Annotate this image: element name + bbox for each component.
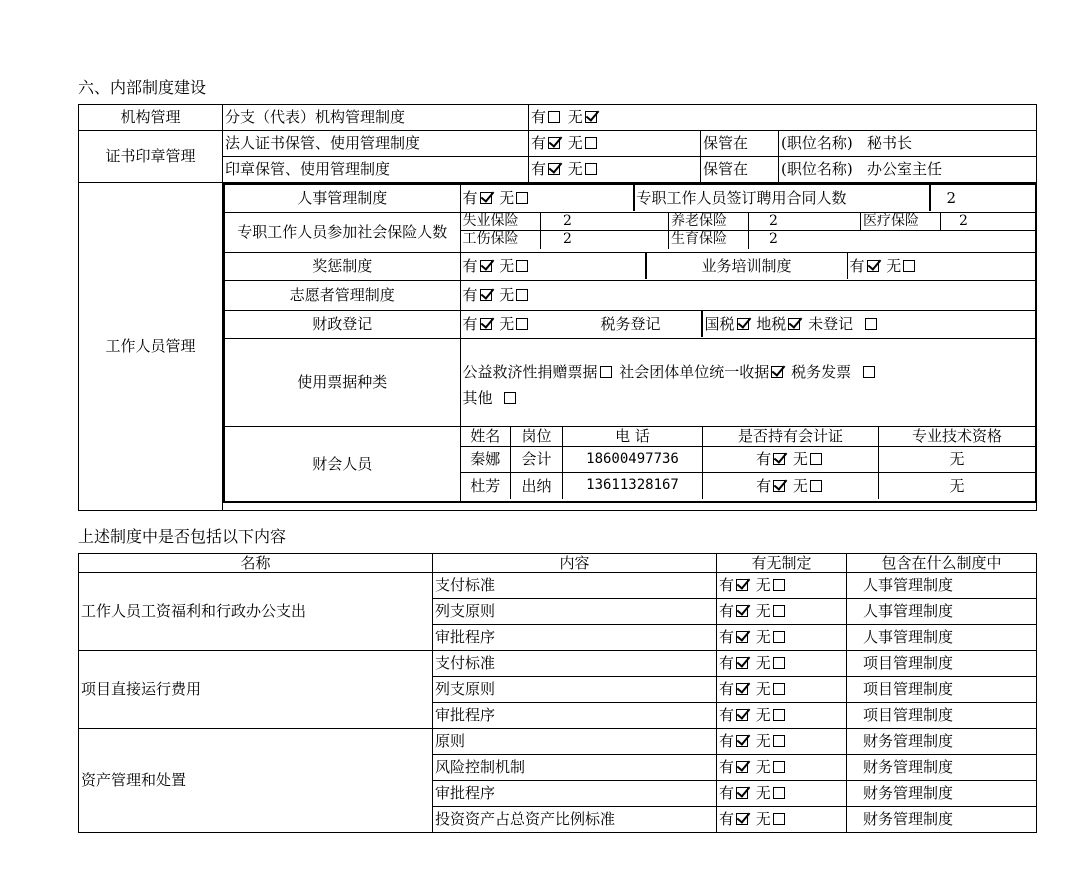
- system-cell: 人事管理制度: [847, 573, 1037, 599]
- has-label: 有: [756, 476, 772, 495]
- checkbox-has[interactable]: [548, 111, 560, 123]
- none-label: 无: [755, 576, 771, 595]
- reward-row: [460, 252, 1036, 280]
- insurance-count: 2: [749, 213, 861, 231]
- system-cell: 人事管理制度: [847, 625, 1037, 651]
- keeper-position: [779, 131, 1037, 157]
- choice-cell: [717, 729, 847, 755]
- checkbox-none[interactable]: [585, 111, 597, 123]
- insurance-name: 医疗保险: [861, 213, 941, 231]
- checkbox-none[interactable]: [516, 289, 528, 301]
- has-label: 有: [531, 160, 547, 179]
- contract-label: 专职工作人员签订聘用合同人数: [634, 185, 930, 211]
- checkbox-none[interactable]: [516, 318, 528, 330]
- has-label: 有: [719, 758, 735, 777]
- col-header: 有无制定: [717, 554, 847, 573]
- content-cell: 列支原则: [433, 677, 717, 703]
- content-check-table: [78, 553, 1036, 833]
- group-name: 工作人员工资福利和行政办公支出: [79, 573, 433, 651]
- has-label: 有: [719, 628, 735, 647]
- table-row: [79, 573, 1037, 599]
- has-label: 有: [719, 784, 735, 803]
- checkbox-has[interactable]: [736, 787, 748, 799]
- has-label: 有: [719, 654, 735, 673]
- checkbox-has[interactable]: [480, 192, 492, 204]
- insurance-label: 专职工作人员参加社会保险人数: [224, 212, 460, 252]
- choice-cell: [717, 625, 847, 651]
- checkbox-none[interactable]: [773, 761, 785, 773]
- has-label: 有: [462, 314, 478, 333]
- content-cell: 风险控制机制: [433, 755, 717, 781]
- none-label: 无: [755, 784, 771, 803]
- org-mgmt-choice: [529, 105, 1037, 131]
- person-name: 秦娜: [461, 447, 511, 473]
- staff-inner-table: [223, 183, 1037, 503]
- social-receipt-label: 社会团体单位统一收据: [619, 363, 770, 381]
- cert-item: 法人证书保管、使用管理制度: [223, 131, 529, 157]
- insurance-count: 2: [541, 213, 669, 231]
- none-label: 无: [499, 285, 515, 304]
- finance-reg-row: [460, 310, 1036, 338]
- has-label: 有: [719, 576, 735, 595]
- person-role: 会计: [511, 447, 563, 473]
- checkbox-other-receipt[interactable]: [504, 392, 516, 404]
- choice-cell: [717, 677, 847, 703]
- public-receipt-label: 公益救济性捐赠票据: [462, 363, 598, 381]
- tax-invoice-label: 税务发票: [791, 363, 852, 381]
- none-label: 无: [567, 160, 583, 179]
- none-label: 无: [755, 732, 771, 751]
- choice-cell: [717, 651, 847, 677]
- insurance-count: 2: [541, 231, 669, 249]
- has-label: 有: [462, 256, 478, 275]
- keeper-position: [779, 157, 1037, 183]
- group-name: 资产管理和处置: [79, 729, 433, 833]
- insurance-count: 2: [749, 231, 1036, 249]
- training-choice: [847, 253, 1035, 279]
- personnel-row: [460, 184, 1036, 212]
- none-label: 无: [755, 628, 771, 647]
- checkbox-none[interactable]: [585, 163, 597, 175]
- content-cell: 原则: [433, 729, 717, 755]
- checkbox-has[interactable]: [548, 137, 560, 149]
- cert-choice: [703, 447, 879, 473]
- checkbox-none[interactable]: [810, 480, 822, 492]
- choice-cell: [717, 573, 847, 599]
- unregistered-label: 未登记: [808, 314, 854, 333]
- system-cell: 财务管理制度: [847, 781, 1037, 807]
- checkbox-none[interactable]: [773, 579, 785, 591]
- insurance-name: 工伤保险: [461, 231, 541, 249]
- none-label: 无: [499, 314, 515, 333]
- checkbox-unregistered[interactable]: [865, 318, 877, 330]
- receipts-options: [460, 338, 1036, 426]
- insurance-name: 生育保险: [669, 231, 749, 249]
- person-phone: 18600497736: [563, 447, 703, 473]
- system-cell: 人事管理制度: [847, 599, 1037, 625]
- keeper-label: 保管在: [701, 157, 779, 183]
- choice-cell: [717, 807, 847, 833]
- checkbox-has[interactable]: [480, 318, 492, 330]
- checkbox-has[interactable]: [480, 260, 492, 272]
- person-phone: 13611328167: [563, 473, 703, 499]
- internal-system-table: [78, 104, 1036, 510]
- none-label: 无: [792, 450, 808, 469]
- checkbox-has[interactable]: [736, 761, 748, 773]
- cert-choice: [703, 473, 879, 499]
- seal-item: 印章保管、使用管理制度: [223, 157, 529, 183]
- has-label: 有: [719, 706, 735, 725]
- checkbox-has[interactable]: [736, 735, 748, 747]
- keeper-label: 保管在: [701, 131, 779, 157]
- cert-label: 证书印章管理: [79, 131, 223, 183]
- has-label: 有: [756, 450, 772, 469]
- staff-mgmt-label: 工作人员管理: [79, 183, 223, 511]
- has-label: 有: [531, 134, 547, 153]
- checkbox-local-tax[interactable]: [788, 318, 800, 330]
- position-label: (职位名称): [781, 160, 853, 179]
- none-label: 无: [886, 256, 902, 275]
- group-name: 项目直接运行费用: [79, 651, 433, 729]
- system-cell: 项目管理制度: [847, 677, 1037, 703]
- org-mgmt-label: 机构管理: [79, 105, 223, 131]
- checkbox-none[interactable]: [773, 709, 785, 721]
- system-cell: 项目管理制度: [847, 651, 1037, 677]
- checkbox-none[interactable]: [516, 260, 528, 272]
- tax-reg-choice: [702, 311, 1036, 337]
- table-row: [79, 651, 1037, 677]
- choice-cell: [717, 703, 847, 729]
- insurance-name: 养老保险: [669, 213, 749, 231]
- training-label: 业务培训制度: [646, 253, 848, 279]
- insurance-grid: [460, 212, 1036, 252]
- none-label: 无: [792, 476, 808, 495]
- col-header: 电 话: [563, 427, 703, 447]
- none-label: 无: [499, 256, 515, 275]
- checkbox-has[interactable]: [736, 709, 748, 721]
- subtitle: 上述制度中是否包括以下内容: [78, 527, 287, 546]
- none-label: 无: [567, 108, 583, 127]
- person-name: 杜芳: [461, 473, 511, 499]
- none-label: 无: [567, 134, 583, 153]
- col-header: 岗位: [511, 427, 563, 447]
- finance-reg-choice: [461, 311, 599, 337]
- staff-mgmt-body: [223, 183, 1037, 511]
- insurance-count: 2: [941, 213, 1036, 231]
- choice-cell: [717, 755, 847, 781]
- checkbox-social-receipt[interactable]: [771, 366, 783, 378]
- volunteer-choice: [460, 280, 1036, 310]
- checkbox-national-tax[interactable]: [737, 318, 749, 330]
- personnel-label: 人事管理制度: [224, 184, 460, 212]
- has-label: 有: [719, 602, 735, 621]
- cert-choice: [529, 131, 701, 157]
- none-label: 无: [755, 602, 771, 621]
- content-cell: 投资资产占总资产比例标准: [433, 807, 717, 833]
- choice-cell: [717, 781, 847, 807]
- checkbox-none[interactable]: [773, 787, 785, 799]
- has-label: 有: [462, 189, 478, 207]
- reward-choice: [461, 253, 646, 279]
- checkbox-none[interactable]: [773, 813, 785, 825]
- checkbox-none[interactable]: [773, 605, 785, 617]
- has-label: 有: [719, 810, 735, 829]
- col-header: 内容: [433, 554, 717, 573]
- other-receipt-label: 其他: [462, 389, 493, 407]
- volunteer-label: 志愿者管理制度: [224, 280, 460, 310]
- checkbox-none[interactable]: [773, 631, 785, 643]
- table-row: [461, 447, 1036, 473]
- choice-cell: [717, 599, 847, 625]
- person-role: 出纳: [511, 473, 563, 499]
- checkbox-tax-invoice[interactable]: [863, 366, 875, 378]
- checkbox-none[interactable]: [810, 453, 822, 465]
- has-label: 有: [719, 680, 735, 699]
- local-tax-label: 地税: [756, 314, 787, 333]
- checkbox-has[interactable]: [736, 657, 748, 669]
- checkbox-none[interactable]: [773, 683, 785, 695]
- section-title: 六、内部制度建设: [78, 78, 207, 97]
- system-cell: 财务管理制度: [847, 807, 1037, 833]
- accounting-label: 财会人员: [224, 426, 460, 502]
- content-cell: 支付标准: [433, 573, 717, 599]
- none-label: 无: [755, 706, 771, 725]
- position-label: (职位名称): [781, 134, 853, 153]
- finance-reg-label: 财政登记: [224, 310, 460, 338]
- insurance-name: 失业保险: [461, 213, 541, 231]
- none-label: 无: [755, 654, 771, 673]
- national-tax-label: 国税: [704, 314, 735, 333]
- person-qual: 无: [879, 447, 1036, 473]
- system-cell: 项目管理制度: [847, 703, 1037, 729]
- none-label: 无: [755, 758, 771, 777]
- col-header: 专业技术资格: [879, 427, 1036, 447]
- col-header: 名称: [79, 554, 433, 573]
- seal-choice: [529, 157, 701, 183]
- checkbox-none[interactable]: [903, 260, 915, 272]
- personnel-choice: [461, 185, 634, 211]
- col-header: 姓名: [461, 427, 511, 447]
- content-cell: 审批程序: [433, 625, 717, 651]
- checkbox-has[interactable]: [736, 579, 748, 591]
- checkbox-has[interactable]: [480, 289, 492, 301]
- position-value: 秘书长: [867, 134, 913, 153]
- receipts-label: 使用票据种类: [224, 338, 460, 426]
- checkbox-public-receipt[interactable]: [600, 366, 612, 378]
- content-cell: 支付标准: [433, 651, 717, 677]
- reward-label: 奖惩制度: [224, 252, 460, 280]
- checkbox-has[interactable]: [736, 631, 748, 643]
- none-label: 无: [499, 189, 515, 207]
- table-row: [461, 473, 1036, 499]
- checkbox-none[interactable]: [516, 192, 528, 204]
- content-cell: 列支原则: [433, 599, 717, 625]
- has-label: 有: [849, 256, 865, 275]
- checkbox-has[interactable]: [736, 683, 748, 695]
- checkbox-has[interactable]: [773, 453, 785, 465]
- checkbox-has[interactable]: [867, 260, 879, 272]
- checkbox-has[interactable]: [736, 813, 748, 825]
- position-value: 办公室主任: [867, 160, 943, 179]
- col-header: 是否持有会计证: [703, 427, 879, 447]
- contract-count: 2: [946, 189, 957, 207]
- person-qual: 无: [879, 473, 1036, 499]
- col-header: 包含在什么制度中: [847, 554, 1037, 573]
- has-label: 有: [462, 285, 478, 304]
- content-cell: 审批程序: [433, 781, 717, 807]
- tax-reg-label: 税务登记: [599, 311, 702, 337]
- none-label: 无: [755, 810, 771, 829]
- checkbox-has[interactable]: [773, 480, 785, 492]
- has-label: 有: [719, 732, 735, 751]
- content-cell: 审批程序: [433, 703, 717, 729]
- checkbox-none[interactable]: [773, 735, 785, 747]
- has-label: 有: [531, 108, 547, 127]
- checkbox-has[interactable]: [736, 605, 748, 617]
- checkbox-none[interactable]: [773, 657, 785, 669]
- org-mgmt-item: 分支（代表）机构管理制度: [223, 105, 529, 131]
- system-cell: 财务管理制度: [847, 729, 1037, 755]
- none-label: 无: [755, 680, 771, 699]
- accounting-grid: [460, 426, 1036, 502]
- system-cell: 财务管理制度: [847, 755, 1037, 781]
- checkbox-none[interactable]: [585, 137, 597, 149]
- checkbox-has[interactable]: [548, 163, 560, 175]
- table-row: [79, 729, 1037, 755]
